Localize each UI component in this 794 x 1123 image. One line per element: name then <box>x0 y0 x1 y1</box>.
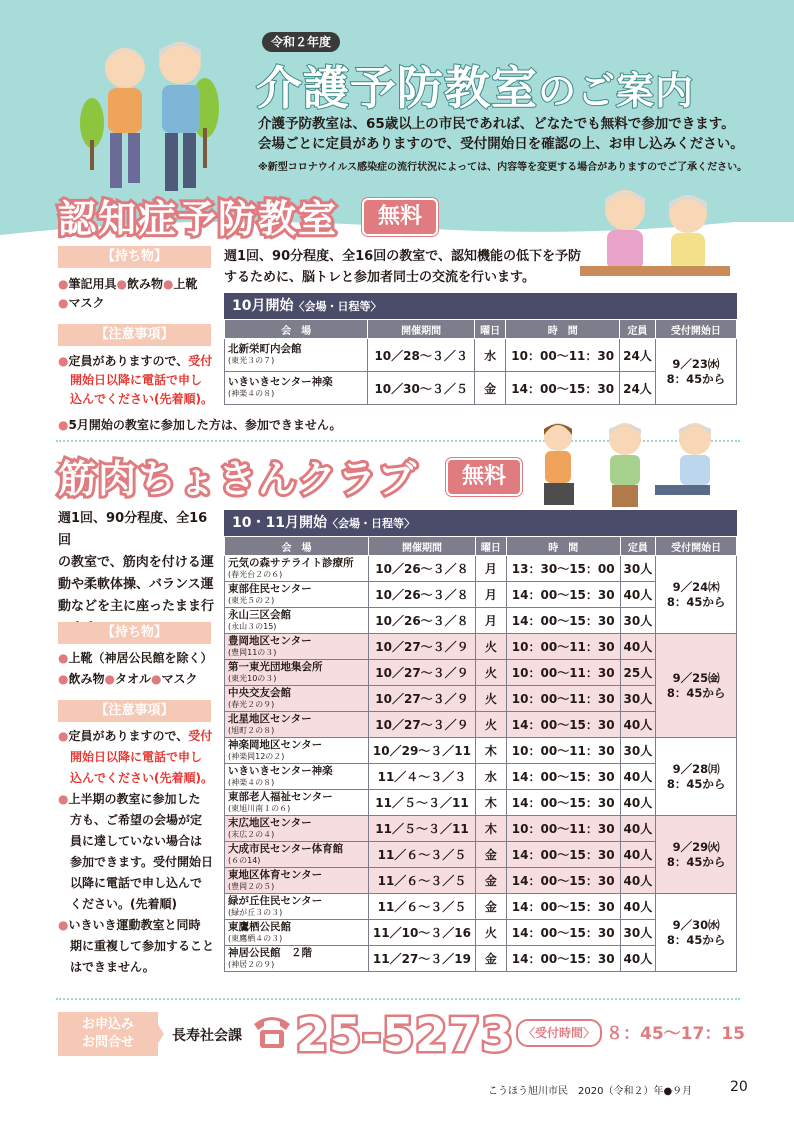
item-indoor-shoes: 上靴（神居公民館を除く） <box>68 651 213 665</box>
period-cell: 10／27～３／９ <box>369 634 476 660</box>
venue-name: 豊岡地区センター <box>228 634 312 647</box>
venue-cell <box>225 946 369 972</box>
venue-cell <box>225 556 369 582</box>
time-cell: 10：00～11：30 <box>506 816 620 842</box>
note-text: はできません。 <box>70 960 155 974</box>
note-text: 5月開始の教室に参加した方は、参加できません。 <box>68 418 342 432</box>
time-cell: 14：00～15：30 <box>506 920 620 946</box>
description-line: の教室で、筋肉を付ける運 <box>58 555 214 570</box>
period-cell: 10／30～３／５ <box>368 372 475 405</box>
venue-cell <box>225 764 369 790</box>
table-row <box>225 738 737 764</box>
capacity-cell: 30人 <box>620 608 656 634</box>
day-cell: 金 <box>475 894 506 920</box>
page-title-suffix: のご案内 <box>538 69 695 113</box>
start-time: 8：45から <box>666 932 726 947</box>
item-mask: マスク <box>68 296 105 310</box>
venue-cell <box>225 920 369 946</box>
note-text: 員に達していない場合は <box>70 834 203 848</box>
section1-table <box>224 319 737 405</box>
time-cell: 14：00～15：30 <box>506 946 620 972</box>
description-line: 週1回、90分程度、全16回の教室で、認知機能の低下を予防 <box>224 249 581 264</box>
capacity-cell: 40人 <box>620 582 656 608</box>
reception-hours-label: 〈受付時間〉 <box>516 1019 602 1047</box>
intro-text <box>258 114 744 154</box>
note-text: 定員がありますので、 <box>68 729 189 743</box>
day-cell: 木 <box>475 738 506 764</box>
venue-address: (東光３の７) <box>228 356 275 365</box>
venue-name: 神居公民館 ２階 <box>228 946 312 959</box>
bullet-icon: ● <box>163 277 174 291</box>
table-row <box>225 339 737 372</box>
venue-address: (旭町２の８) <box>228 725 275 735</box>
start-date-cell <box>656 816 737 894</box>
section1-items-list <box>58 275 218 313</box>
venue-name: 中央交友会館 <box>228 686 291 699</box>
venue-cell <box>225 894 369 920</box>
venue-address: (末広２の４) <box>228 829 275 839</box>
venue-address: (緑が丘３の３) <box>228 907 283 917</box>
note-text: 参加できます。受付開始日 <box>70 855 214 869</box>
start-date: 9／23㈬ <box>672 356 720 371</box>
venue-cell <box>225 339 368 372</box>
section2-free-badge: 無料 <box>446 458 522 496</box>
period-cell: 10／27～３／９ <box>369 686 476 712</box>
note-emphasis: 開始日以降に電話で申し <box>70 373 203 387</box>
venue-name: 東鷹栖公民館 <box>228 920 291 933</box>
period-cell: 11／６～３／５ <box>369 868 476 894</box>
section2-title: 筋肉ちょきんクラブ <box>58 457 419 501</box>
time-cell: 10：00～11：30 <box>506 339 620 372</box>
day-cell: 金 <box>475 946 506 972</box>
venue-address: (神楽４の８) <box>228 777 275 787</box>
day-cell: 木 <box>475 790 506 816</box>
bullet-icon: ● <box>58 729 69 743</box>
day-cell: 金 <box>475 868 506 894</box>
venue-name: いきいきセンター神楽 <box>228 376 333 388</box>
venue-address: (東鷹栖４の３) <box>228 933 283 943</box>
venue-cell <box>225 660 369 686</box>
day-cell: 月 <box>475 608 506 634</box>
venue-name: 東地区体育センター <box>228 868 323 881</box>
table-subtitle: 〈会場・日程等〉 <box>293 300 382 313</box>
note-text: ください。(先着順) <box>70 897 177 911</box>
time-cell: 14：00～15：30 <box>506 790 620 816</box>
period-cell: 11／６～３／５ <box>369 894 476 920</box>
section1-title: 認知症予防教室 <box>58 197 339 241</box>
capacity-cell: 30人 <box>620 738 656 764</box>
column-header: 時 間 <box>506 537 620 556</box>
bullet-icon: ● <box>104 672 115 686</box>
period-cell: 11／27～３／19 <box>369 946 476 972</box>
capacity-cell: 25人 <box>620 660 656 686</box>
venue-address: (神居２の９) <box>228 959 275 969</box>
period-cell: 11／４～３／３ <box>369 764 476 790</box>
venue-address: (東光５の２) <box>228 595 275 605</box>
table-column-headers <box>225 537 737 556</box>
capacity-cell: 30人 <box>620 686 656 712</box>
column-header: 会 場 <box>225 537 369 556</box>
day-cell: 水 <box>475 764 506 790</box>
page-title <box>256 52 694 118</box>
description-line: するために、脳トレと参加者同士の交流を行います。 <box>224 270 535 285</box>
covid-note: ※新型コロナウイルス感染症の流行状況によっては、内容等を変更する場合がありますのでご了承ください。 <box>258 162 748 173</box>
note-text: 上半期の教室に参加した <box>68 792 201 806</box>
section2-table-header <box>224 510 737 536</box>
item-drink: 飲み物 <box>126 277 163 291</box>
item-mask: マスク <box>161 672 198 686</box>
description-line: 週1回、90分程度、全16回 <box>58 511 208 548</box>
item-writing-tools: 筆記用具 <box>68 277 117 291</box>
publication-info: こうほう旭川市民 2020（令和２）年●９月 <box>488 1086 693 1097</box>
brain-training-illustration <box>580 180 730 280</box>
capacity-cell: 40人 <box>620 712 656 738</box>
note-text: 以降に電話で申し込んで <box>70 876 203 890</box>
time-cell: 14：00～15：30 <box>506 764 620 790</box>
period-cell: 10／26～３／８ <box>369 556 476 582</box>
table-title: 10・11月開始 <box>232 515 327 531</box>
column-header: 会 場 <box>225 320 368 339</box>
telephone-icon <box>250 1012 294 1052</box>
section2-table <box>224 536 737 972</box>
venue-address: (神楽４の８) <box>228 389 275 398</box>
start-date: 9／29㈫ <box>672 839 720 854</box>
contact-label-line: お申込み <box>81 1017 134 1032</box>
time-cell: 10：00～11：30 <box>506 686 620 712</box>
bullet-icon: ● <box>151 672 162 686</box>
note-text: いきいき運動教室と同時 <box>68 918 201 932</box>
time-cell: 14：00～15：30 <box>506 582 620 608</box>
time-cell: 14：00～15：30 <box>506 842 620 868</box>
capacity-cell: 40人 <box>620 842 656 868</box>
column-header: 曜日 <box>474 320 505 339</box>
venue-name: 第一東光団地集会所 <box>228 660 323 673</box>
note-text: 期に重複して参加すること <box>70 939 215 953</box>
section1-notes <box>58 352 223 409</box>
start-time: 8：45から <box>666 685 726 700</box>
day-cell: 月 <box>475 556 506 582</box>
time-cell: 10：00～11：30 <box>506 660 620 686</box>
bullet-icon: ● <box>116 277 127 291</box>
period-cell: 10／26～３／８ <box>369 608 476 634</box>
venue-address: (豊岡11の３) <box>228 647 277 657</box>
day-cell: 月 <box>475 582 506 608</box>
start-date-cell <box>656 634 737 738</box>
department-name: 長寿社会課 <box>172 1028 242 1044</box>
venue-cell <box>225 372 368 405</box>
item-towel: タオル <box>114 672 151 686</box>
section1-free-badge: 無料 <box>362 198 438 236</box>
venue-name: 神楽岡地区センター <box>228 738 323 751</box>
venue-address: (春光２の９) <box>228 699 275 709</box>
table-row <box>225 556 737 582</box>
walking-couple-illustration <box>70 28 240 203</box>
time-cell: 10：00～11：30 <box>506 634 620 660</box>
venue-name: 緑が丘住民センター <box>228 894 323 907</box>
venue-cell <box>225 868 369 894</box>
note-text: 定員がありますので、 <box>68 354 189 368</box>
capacity-cell: 24人 <box>620 339 656 372</box>
venue-name: 末広地区センター <box>228 816 312 829</box>
capacity-cell: 40人 <box>620 634 656 660</box>
venue-name: 元気の森サテライト診療所 <box>228 556 354 569</box>
column-header: 定員 <box>620 537 656 556</box>
venue-cell <box>225 686 369 712</box>
section2-items-list <box>58 648 223 690</box>
start-date: 9／24㈭ <box>672 579 720 594</box>
time-cell: 14：00～15：30 <box>506 712 620 738</box>
day-cell: 金 <box>475 842 506 868</box>
venue-address: (豊岡２の５) <box>228 881 275 891</box>
capacity-cell: 40人 <box>620 868 656 894</box>
section2-items-label: 【持ち物】 <box>58 622 211 644</box>
start-date: 9／28㈪ <box>672 761 720 776</box>
section1-notes-label: 【注意事項】 <box>58 324 211 346</box>
column-header: 定員 <box>620 320 656 339</box>
item-indoor-shoes: 上靴 <box>173 277 198 291</box>
table-row <box>225 634 737 660</box>
table-subtitle: 〈会場・日程等〉 <box>326 517 415 530</box>
capacity-cell: 40人 <box>620 894 656 920</box>
section1-table-header <box>224 293 737 319</box>
day-cell: 火 <box>475 712 506 738</box>
venue-cell <box>225 842 369 868</box>
capacity-cell: 40人 <box>620 790 656 816</box>
venue-cell <box>225 816 369 842</box>
year-badge: 令和２年度 <box>262 32 340 52</box>
venue-name: 永山三区会館 <box>228 608 291 621</box>
note-text: 方も、ご希望の会場が定 <box>70 813 203 827</box>
contact-label <box>58 1012 158 1056</box>
venue-cell <box>225 582 369 608</box>
table-row <box>225 894 737 920</box>
capacity-cell: 30人 <box>620 920 656 946</box>
table-column-headers <box>225 320 737 339</box>
day-cell: 水 <box>474 339 505 372</box>
start-date-cell <box>656 556 737 634</box>
column-header: 時 間 <box>506 320 620 339</box>
section-divider <box>56 998 740 1000</box>
venue-address: (永山３の15) <box>228 621 277 631</box>
time-cell: 14：00～15：30 <box>506 372 620 405</box>
capacity-cell: 24人 <box>620 372 656 405</box>
bullet-icon: ● <box>58 651 69 665</box>
column-header: 曜日 <box>475 537 506 556</box>
intro-line: 会場ごとに定員がありますので、受付開始日を確認の上、お申し込みください。 <box>258 136 744 152</box>
capacity-cell: 40人 <box>620 764 656 790</box>
time-cell: 10：00～11：30 <box>506 738 620 764</box>
period-cell: 11／５～３／11 <box>369 790 476 816</box>
page-title-main: 介護予防教室 <box>256 61 538 115</box>
venue-address: (神楽岡12の２) <box>228 751 285 761</box>
section1-note-may <box>58 416 342 435</box>
capacity-cell: 40人 <box>620 946 656 972</box>
note-emphasis: 受付 <box>188 354 213 368</box>
intro-line: 介護予防教室は、65歳以上の市民であれば、どなたでも無料で参加できます。 <box>258 116 735 132</box>
item-drink: 飲み物 <box>68 672 105 686</box>
capacity-cell: 40人 <box>620 816 656 842</box>
venue-cell <box>225 608 369 634</box>
start-date: 9／25㈮ <box>672 670 720 685</box>
venue-address: (春光台２の６) <box>228 569 283 579</box>
venue-name: 北星地区センター <box>228 712 312 725</box>
period-cell: 10／26～３／８ <box>369 582 476 608</box>
day-cell: 火 <box>475 634 506 660</box>
venue-cell <box>225 790 369 816</box>
period-cell: 11／５～３／11 <box>369 816 476 842</box>
section1-description <box>224 246 581 288</box>
section1-items-label: 【持ち物】 <box>58 246 211 268</box>
day-cell: 火 <box>475 686 506 712</box>
venue-cell <box>225 634 369 660</box>
bullet-icon: ● <box>58 418 69 432</box>
section2-schedule <box>224 510 737 972</box>
venue-name: 東部老人福祉センター <box>228 790 333 803</box>
page-number: 20 <box>730 1079 748 1095</box>
venue-name: 北新栄町内会館 <box>228 343 302 355</box>
bullet-icon: ● <box>58 672 69 686</box>
start-time: 8：45から <box>666 776 726 791</box>
description-line: 動や柔軟体操、バランス運 <box>58 577 214 592</box>
period-cell: 11／６～３／５ <box>369 842 476 868</box>
period-cell: 10／29～３／11 <box>369 738 476 764</box>
section1-schedule <box>224 293 737 405</box>
bullet-icon: ● <box>58 792 69 806</box>
start-date-cell <box>655 339 736 405</box>
period-cell: 10／27～３／９ <box>369 660 476 686</box>
column-header: 開催期間 <box>368 320 475 339</box>
section2-notes-label: 【注意事項】 <box>58 700 211 722</box>
time-cell: 13：30～15：00 <box>506 556 620 582</box>
period-cell: 10／27～３／９ <box>369 712 476 738</box>
phone-number[interactable]: 25-5273 <box>296 1008 515 1062</box>
venue-cell <box>225 712 369 738</box>
column-header: 受付開始日 <box>656 537 737 556</box>
section2-description <box>58 508 218 640</box>
seated-exercise-illustration <box>530 415 725 510</box>
note-emphasis: 開始日以降に電話で申し <box>70 750 203 764</box>
bullet-icon: ● <box>58 354 69 368</box>
note-emphasis: 受付 <box>188 729 213 743</box>
start-date: 9／30㈬ <box>672 917 720 932</box>
period-cell: 10／28～３／３ <box>368 339 475 372</box>
start-date-cell <box>656 894 737 972</box>
venue-cell <box>225 738 369 764</box>
contact-label-line: お問合せ <box>81 1035 134 1050</box>
venue-name: 東部住民センター <box>228 582 312 595</box>
venue-address: (東光10の３) <box>228 673 277 683</box>
table-row <box>225 816 737 842</box>
column-header: 受付開始日 <box>655 320 736 339</box>
period-cell: 11／10～３／16 <box>369 920 476 946</box>
venue-name: いきいきセンター神楽 <box>228 764 333 777</box>
bullet-icon: ● <box>58 277 69 291</box>
day-cell: 火 <box>475 920 506 946</box>
start-time: 8：45から <box>666 594 726 609</box>
note-emphasis: 込んでください(先着順)。 <box>70 392 213 406</box>
day-cell: 木 <box>475 816 506 842</box>
day-cell: 火 <box>475 660 506 686</box>
table-title: 10月開始 <box>232 298 294 314</box>
start-date-cell <box>656 738 737 816</box>
start-time: 8：45から <box>666 854 726 869</box>
description-line: 動などを主に座ったまま行 <box>58 599 215 614</box>
time-cell: 14：00～15：30 <box>506 894 620 920</box>
bullet-icon: ● <box>58 296 69 310</box>
venue-address: (東旭川南１の６) <box>228 803 291 813</box>
arrow-icon <box>150 1012 164 1056</box>
venue-address: (６の14) <box>228 855 261 865</box>
bullet-icon: ● <box>58 918 69 932</box>
note-emphasis: 込んでください(先着順)。 <box>70 771 213 785</box>
reception-hours: ８：45～17：15 <box>606 1024 745 1044</box>
section2-notes <box>58 726 223 978</box>
time-cell: 14：00～15：30 <box>506 608 620 634</box>
time-cell: 14：00～15：30 <box>506 868 620 894</box>
column-header: 開催期間 <box>369 537 476 556</box>
capacity-cell: 30人 <box>620 556 656 582</box>
venue-name: 大成市民センター体育館 <box>228 842 344 855</box>
day-cell: 金 <box>474 372 505 405</box>
start-time: 8：45から <box>666 371 726 386</box>
